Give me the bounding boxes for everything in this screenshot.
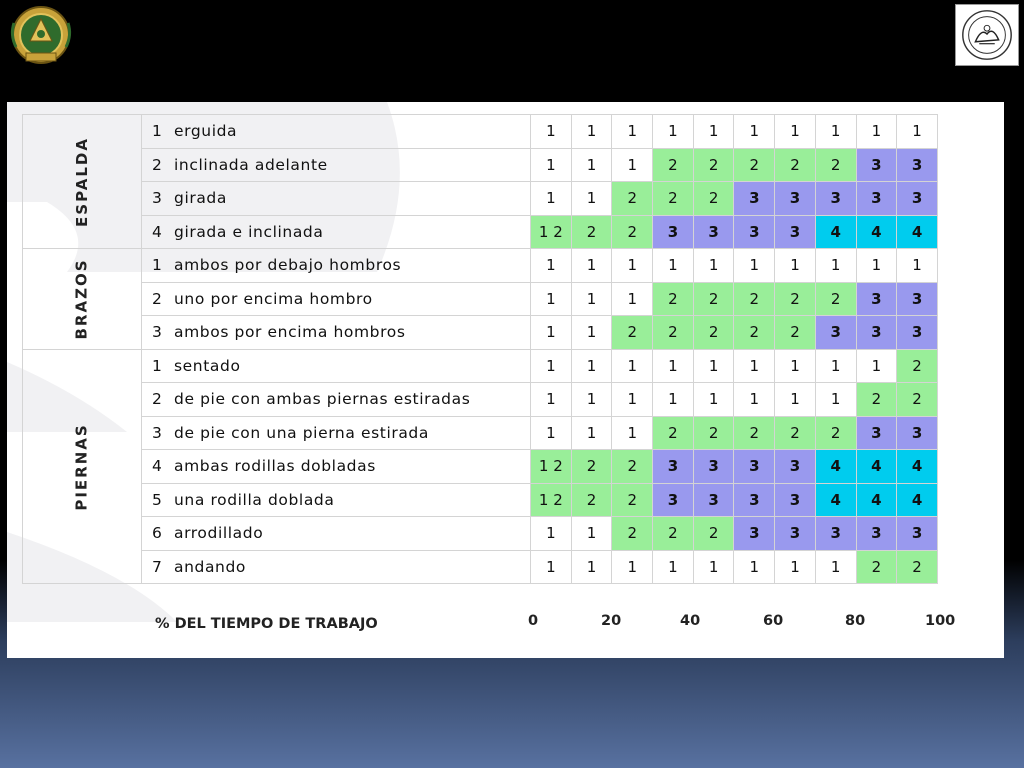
risk-level-cell: 4 [815,483,856,517]
risk-level-cell: 2 [734,148,775,182]
risk-level-cell: 1 [612,148,653,182]
posture-text: sentado [174,356,241,375]
risk-level-cell: 1 [856,249,897,283]
risk-level-cell: 1 [653,249,694,283]
risk-level-cell: 2 [815,282,856,316]
risk-level-cell: 1 [775,383,816,417]
risk-level-cell: 3 [856,148,897,182]
risk-level-cell: 1 [775,550,816,584]
posture-number: 3 [152,423,163,442]
posture-code-table [22,114,938,584]
table-row [23,416,938,450]
risk-level-cell: 2 [612,517,653,551]
posture-description [142,249,531,283]
risk-level-cell: 2 [693,148,734,182]
risk-level-cell: 1 [734,349,775,383]
axis-tick-0: 0 [528,613,539,629]
posture-number: 6 [152,524,163,543]
risk-level-cell: 1 [815,115,856,149]
risk-level-cell: 3 [897,316,938,350]
risk-level-cell: 1 [693,249,734,283]
risk-level-cell: 1 [531,416,572,450]
risk-level-cell: 3 [856,182,897,216]
posture-number: 1 [152,122,163,141]
risk-level-cell: 2 [653,416,694,450]
posture-text: andando [174,557,247,576]
risk-level-cell: 2 [815,148,856,182]
risk-level-cell: 1 [775,349,816,383]
risk-level-cell: 1 [571,517,612,551]
risk-level-cell: 1 2 [531,450,572,484]
risk-level-cell: 1 [612,349,653,383]
posture-number: 4 [152,222,163,241]
risk-level-cell: 1 [815,249,856,283]
risk-level-cell: 3 [775,182,816,216]
posture-description [142,115,531,149]
risk-level-cell: 1 [734,115,775,149]
risk-level-cell: 1 [571,316,612,350]
risk-level-cell: 3 [856,517,897,551]
risk-level-cell: 1 [531,182,572,216]
posture-description [142,416,531,450]
risk-level-cell: 1 [612,383,653,417]
risk-level-cell: 2 [653,182,694,216]
posture-number: 2 [152,289,163,308]
risk-level-cell: 1 [653,383,694,417]
risk-level-cell: 1 [653,349,694,383]
risk-level-cell: 3 [693,483,734,517]
risk-level-cell: 1 [612,282,653,316]
risk-level-cell: 3 [734,517,775,551]
risk-level-cell: 2 [693,517,734,551]
table-row [23,249,938,283]
posture-number: 1 [152,356,163,375]
risk-level-cell: 3 [775,215,816,249]
risk-level-cell: 1 [531,517,572,551]
risk-level-cell: 1 [734,383,775,417]
risk-level-cell: 4 [856,215,897,249]
risk-level-cell: 4 [815,450,856,484]
risk-level-cell: 3 [734,182,775,216]
risk-level-cell: 1 [531,383,572,417]
posture-description [142,349,531,383]
table-row [23,115,938,149]
risk-level-cell: 1 [612,249,653,283]
risk-level-cell: 2 [693,282,734,316]
institution-seal-logo [955,4,1019,66]
posture-number: 7 [152,557,163,576]
risk-level-cell: 2 [856,383,897,417]
posture-text: ambos por encima hombros [174,323,406,342]
posture-description [142,450,531,484]
risk-level-cell: 3 [897,517,938,551]
body-part-label: PIERNAS [73,423,91,511]
risk-level-cell: 1 [897,115,938,149]
risk-level-cell: 3 [734,215,775,249]
posture-number: 1 [152,256,163,275]
risk-level-cell: 1 [775,249,816,283]
axis-tick-60: 60 [763,613,784,629]
risk-level-cell: 1 [693,115,734,149]
risk-level-cell: 2 [897,550,938,584]
posture-number: 3 [152,323,163,342]
table-row [23,316,938,350]
risk-level-cell: 2 [856,550,897,584]
risk-level-cell: 3 [856,416,897,450]
risk-level-cell: 3 [897,148,938,182]
body-part-label: ESPALDA [73,137,91,227]
risk-level-cell: 1 [571,148,612,182]
posture-description [142,215,531,249]
risk-level-cell: 3 [693,215,734,249]
posture-description [142,316,531,350]
table-row [23,282,938,316]
risk-level-cell: 3 [734,450,775,484]
university-crest-logo [8,3,74,67]
risk-level-cell: 2 [693,416,734,450]
table-row [23,450,938,484]
posture-number: 2 [152,390,163,409]
risk-level-cell: 1 [531,148,572,182]
risk-level-cell: 1 [815,349,856,383]
posture-number: 3 [152,189,163,208]
risk-level-cell: 1 [734,249,775,283]
risk-level-cell: 3 [897,282,938,316]
risk-level-cell: 2 [612,316,653,350]
risk-level-cell: 4 [897,450,938,484]
risk-level-cell: 3 [815,316,856,350]
risk-level-cell: 1 [775,115,816,149]
risk-level-cell: 1 [693,349,734,383]
risk-level-cell: 1 [612,550,653,584]
risk-level-cell: 1 [571,383,612,417]
risk-level-cell: 2 [612,215,653,249]
risk-level-cell: 1 [815,383,856,417]
risk-level-cell: 3 [856,316,897,350]
risk-level-cell: 2 [775,416,816,450]
risk-level-cell: 3 [653,215,694,249]
risk-level-cell: 1 [693,550,734,584]
risk-level-cell: 3 [897,416,938,450]
risk-level-cell: 2 [612,483,653,517]
risk-level-cell: 2 [775,316,816,350]
table-row [23,550,938,584]
posture-description [142,383,531,417]
risk-level-cell: 2 [897,383,938,417]
risk-level-cell: 2 [734,416,775,450]
risk-level-cell: 3 [775,450,816,484]
risk-level-cell: 1 [612,416,653,450]
risk-level-cell: 2 [693,316,734,350]
risk-level-cell: 1 [693,383,734,417]
table-row [23,182,938,216]
risk-level-cell: 4 [856,450,897,484]
risk-level-cell: 2 [612,182,653,216]
risk-level-cell: 1 [815,550,856,584]
risk-level-cell: 4 [856,483,897,517]
risk-level-cell: 2 [775,148,816,182]
risk-level-cell: 1 [571,282,612,316]
risk-level-cell: 2 [571,450,612,484]
posture-number: 5 [152,490,163,509]
risk-level-cell: 4 [897,215,938,249]
posture-description [142,483,531,517]
risk-level-cell: 1 [571,182,612,216]
risk-level-cell: 2 [571,483,612,517]
risk-level-cell: 1 [571,249,612,283]
body-part-group-piernas [23,349,142,584]
table-row [23,349,938,383]
body-part-group-brazos [23,249,142,350]
axis-tick-20: 20 [601,613,622,629]
table-row [23,517,938,551]
risk-level-cell: 1 [653,115,694,149]
risk-level-cell: 2 [734,316,775,350]
risk-level-cell: 3 [815,517,856,551]
posture-text: de pie con ambas piernas estiradas [174,390,471,409]
risk-level-cell: 3 [775,517,816,551]
risk-level-cell: 2 [775,282,816,316]
posture-description [142,517,531,551]
axis-tick-80: 80 [845,613,866,629]
risk-level-cell: 1 [531,316,572,350]
risk-level-cell: 2 [612,450,653,484]
risk-level-cell: 1 2 [531,483,572,517]
risk-level-cell: 2 [653,282,694,316]
posture-text: inclinada adelante [174,155,328,174]
risk-level-cell: 3 [815,182,856,216]
posture-description [142,182,531,216]
risk-level-cell: 3 [653,450,694,484]
posture-description [142,282,531,316]
posture-text: erguida [174,122,238,141]
risk-level-cell: 1 [734,550,775,584]
risk-level-cell: 1 [531,249,572,283]
axis-tick-100: 100 [925,613,956,629]
risk-level-cell: 3 [856,282,897,316]
posture-text: de pie con una pierna estirada [174,423,429,442]
risk-level-cell: 2 [653,148,694,182]
risk-level-cell: 3 [693,450,734,484]
risk-level-cell: 1 [531,282,572,316]
risk-level-cell: 1 [531,550,572,584]
posture-text: una rodilla doblada [174,490,335,509]
risk-level-cell: 1 [897,249,938,283]
risk-level-cell: 2 [653,517,694,551]
posture-text: ambas rodillas dobladas [174,457,376,476]
risk-level-cell: 1 [571,115,612,149]
posture-number: 2 [152,155,163,174]
risk-level-cell: 1 [612,115,653,149]
risk-level-cell: 1 [571,349,612,383]
risk-level-cell: 1 [531,115,572,149]
risk-level-cell: 1 [531,349,572,383]
table-panel [7,102,1004,658]
risk-level-cell: 1 [856,349,897,383]
risk-level-cell: 3 [734,483,775,517]
posture-description [142,550,531,584]
table-row [23,483,938,517]
risk-level-cell: 1 [571,416,612,450]
risk-level-cell: 1 [571,550,612,584]
axis-label: % DEL TIEMPO DE TRABAJO [155,616,378,632]
risk-level-cell: 2 [693,182,734,216]
posture-description [142,148,531,182]
posture-text: girada [174,189,227,208]
risk-level-cell: 4 [897,483,938,517]
body-part-group-espalda [23,115,142,249]
risk-level-cell: 4 [815,215,856,249]
posture-number: 4 [152,457,163,476]
risk-level-cell: 2 [815,416,856,450]
risk-level-cell: 1 [856,115,897,149]
risk-level-cell: 2 [571,215,612,249]
posture-text: uno por encima hombro [174,289,373,308]
table-row [23,148,938,182]
risk-level-cell: 1 2 [531,215,572,249]
risk-level-cell: 3 [775,483,816,517]
risk-level-cell: 2 [897,349,938,383]
risk-level-cell: 3 [897,182,938,216]
posture-text: ambos por debajo hombros [174,256,402,275]
risk-level-cell: 2 [653,316,694,350]
table-row [23,215,938,249]
table-row [23,383,938,417]
risk-level-cell: 1 [653,550,694,584]
risk-level-cell: 2 [734,282,775,316]
risk-level-cell: 3 [653,483,694,517]
body-part-label: BRAZOS [73,258,91,340]
axis-tick-40: 40 [680,613,701,629]
posture-text: girada e inclinada [174,222,324,241]
posture-text: arrodillado [174,524,264,543]
